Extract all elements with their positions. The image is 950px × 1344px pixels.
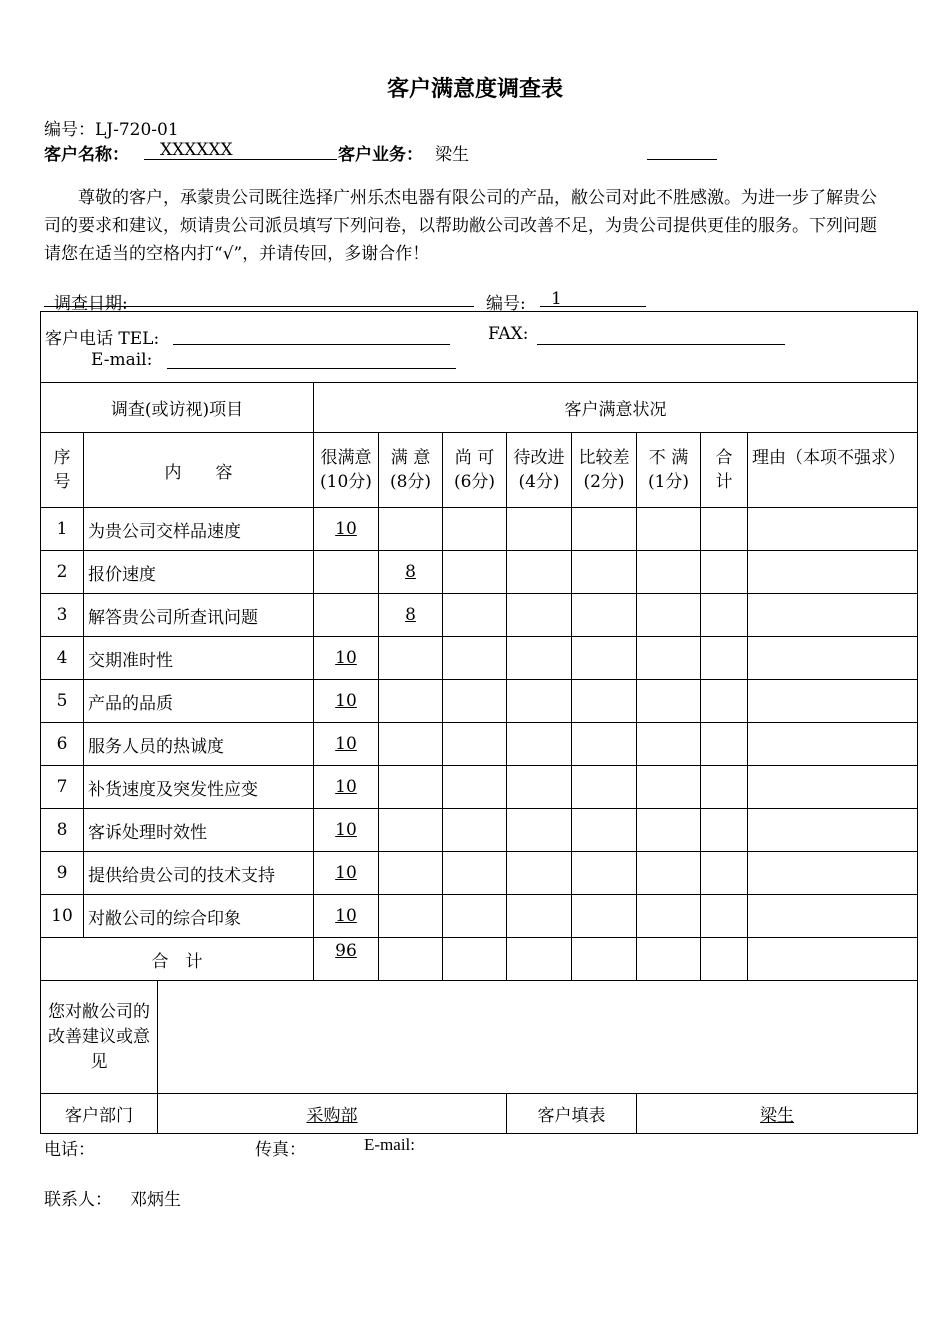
contact-cell [41, 312, 918, 383]
email-label: E-mail: [91, 350, 153, 370]
score-satisfied[interactable] [379, 723, 443, 766]
row-content: 交期准时性 [84, 637, 314, 680]
score-improve[interactable] [507, 766, 572, 809]
score-satisfied[interactable] [379, 508, 443, 551]
reason-header: 理由（本项不强求） [748, 433, 918, 508]
score-poor[interactable] [572, 809, 637, 852]
score-improve[interactable] [507, 809, 572, 852]
score-ok[interactable] [443, 766, 507, 809]
total-unsatisfied[interactable] [637, 938, 701, 981]
intro-paragraph: 尊敬的客户，承蒙贵公司既往选择广州乐杰电器有限公司的产品，敝公司对此不胜感激。为进一步了解贵公司的要求和建议，烦请贵公司派员填写下列问卷，以帮助敝公司改善不足，为贵公司提供更佳的服务。下列问题请您在适当的空格内打“√”，并请传回，多谢合作！ [44, 188, 877, 264]
table-row [41, 508, 918, 551]
score-satisfied[interactable] [379, 809, 443, 852]
score-ok[interactable] [443, 508, 507, 551]
score-ok[interactable] [443, 895, 507, 938]
row-content: 报价速度 [84, 551, 314, 594]
score-satisfied[interactable] [379, 895, 443, 938]
row-seq: 3 [41, 594, 84, 637]
item-header: 调查(或访视)项目 [41, 383, 314, 433]
row-reason[interactable] [748, 766, 918, 809]
customer-name-underline [144, 159, 337, 160]
score-unsatisfied[interactable] [637, 809, 701, 852]
survey-table [40, 311, 918, 1134]
score-unsatisfied[interactable] [637, 637, 701, 680]
row-reason[interactable] [748, 852, 918, 895]
score-unsatisfied[interactable] [637, 895, 701, 938]
score-very-satisfied[interactable]: 10 [314, 895, 379, 938]
row-seq: 7 [41, 766, 84, 809]
score-improve[interactable] [507, 637, 572, 680]
row-content: 补货速度及突发性应变 [84, 766, 314, 809]
row-content: 提供给贵公司的技术支持 [84, 852, 314, 895]
fax-label: FAX: [488, 324, 529, 344]
table-row [41, 680, 918, 723]
row-seq: 2 [41, 551, 84, 594]
total-header: 合计 [701, 433, 748, 508]
score-poor[interactable] [572, 766, 637, 809]
score-improve[interactable] [507, 895, 572, 938]
row-content: 对敝公司的综合印象 [84, 895, 314, 938]
dept-value[interactable]: 采购部 [158, 1094, 507, 1134]
number-value: 1 [551, 289, 562, 309]
column-header-row [41, 433, 918, 508]
filler-label: 客户填表 [507, 1094, 637, 1134]
footer-contact-value: 邓炳生 [130, 1190, 181, 1210]
row-content: 服务人员的热诚度 [84, 723, 314, 766]
score-poor[interactable] [572, 723, 637, 766]
row-seq: 10 [41, 895, 84, 938]
score-very-satisfied[interactable]: 10 [314, 723, 379, 766]
row-total[interactable] [701, 895, 748, 938]
suggestion-field[interactable] [158, 981, 918, 1094]
row-total[interactable] [701, 680, 748, 723]
row-seq: 4 [41, 637, 84, 680]
score-very-satisfied[interactable] [314, 551, 379, 594]
contact-tel-label: 客户电话 TEL: [45, 329, 160, 349]
score-very-satisfied[interactable]: 10 [314, 852, 379, 895]
unsatisfied-header: 不 满 (1分) [637, 433, 701, 508]
total-satisfied[interactable] [379, 938, 443, 981]
row-seq: 8 [41, 809, 84, 852]
row-total[interactable] [701, 594, 748, 637]
score-ok[interactable] [443, 551, 507, 594]
total-improve[interactable] [507, 938, 572, 981]
row-total[interactable] [701, 766, 748, 809]
satisfied-header: 满 意 (8分) [379, 433, 443, 508]
customer-business-value: 梁生 [435, 145, 469, 165]
score-improve[interactable] [507, 723, 572, 766]
table-row [41, 852, 918, 895]
score-unsatisfied[interactable] [637, 766, 701, 809]
row-total[interactable] [701, 508, 748, 551]
suggestion-label: 您对敝公司的改善建议或意见 [41, 981, 158, 1094]
survey-date-field[interactable] [44, 306, 474, 307]
extra-underline [647, 159, 717, 160]
very-satisfied-header: 很满意(10分) [314, 433, 379, 508]
score-unsatisfied[interactable] [637, 594, 701, 637]
number-label: 编号: [486, 294, 526, 314]
score-improve[interactable] [507, 594, 572, 637]
footer-email-label: E-mail: [364, 1135, 415, 1154]
row-reason[interactable] [748, 895, 918, 938]
score-unsatisfied[interactable] [637, 852, 701, 895]
score-satisfied[interactable]: 8 [379, 551, 443, 594]
row-content: 解答贵公司所查讯问题 [84, 594, 314, 637]
score-unsatisfied[interactable] [637, 680, 701, 723]
customer-name-value: XXXXXX [160, 140, 233, 160]
row-content: 产品的品质 [84, 680, 314, 723]
content-header: 内 容 [84, 433, 314, 508]
fax-field[interactable] [537, 344, 785, 345]
customer-business-label: 客户业务： [338, 145, 423, 165]
row-total[interactable] [701, 637, 748, 680]
score-very-satisfied[interactable]: 10 [314, 680, 379, 723]
row-reason[interactable] [748, 809, 918, 852]
poor-header: 比较差 (2分) [572, 433, 637, 508]
row-seq: 9 [41, 852, 84, 895]
row-seq: 1 [41, 508, 84, 551]
customer-name-label: 客户名称： [44, 145, 129, 165]
footer-phone-label: 电话： [44, 1140, 95, 1160]
number-underline [540, 306, 646, 307]
row-reason[interactable] [748, 680, 918, 723]
footer-fax-label: 传真： [255, 1140, 306, 1160]
score-very-satisfied[interactable] [314, 594, 379, 637]
score-ok[interactable] [443, 809, 507, 852]
email-field[interactable] [167, 368, 456, 369]
table-row [41, 766, 918, 809]
score-ok[interactable] [443, 594, 507, 637]
score-improve[interactable] [507, 551, 572, 594]
score-very-satisfied[interactable]: 10 [314, 508, 379, 551]
row-content: 为贵公司交样品速度 [84, 508, 314, 551]
score-satisfied[interactable] [379, 637, 443, 680]
total-poor[interactable] [572, 938, 637, 981]
table-row [41, 895, 918, 938]
status-header: 客户满意状况 [314, 383, 918, 433]
score-ok[interactable] [443, 637, 507, 680]
score-unsatisfied[interactable] [637, 723, 701, 766]
score-poor[interactable] [572, 895, 637, 938]
score-poor[interactable] [572, 680, 637, 723]
row-content: 客诉处理时效性 [84, 809, 314, 852]
score-improve[interactable] [507, 508, 572, 551]
score-poor[interactable] [572, 852, 637, 895]
score-poor[interactable] [572, 594, 637, 637]
total-label: 合 计 [41, 938, 314, 981]
score-very-satisfied[interactable]: 10 [314, 766, 379, 809]
score-improve[interactable] [507, 852, 572, 895]
table-row [41, 723, 918, 766]
row-seq: 6 [41, 723, 84, 766]
improve-header: 待改进 (4分) [507, 433, 572, 508]
contact-row [41, 312, 918, 383]
score-poor[interactable] [572, 508, 637, 551]
score-satisfied[interactable]: 8 [379, 594, 443, 637]
score-unsatisfied[interactable] [637, 508, 701, 551]
table-row [41, 809, 918, 852]
form-code: 编号：LJ-720-01 [44, 120, 179, 140]
signature-row [41, 1094, 918, 1134]
score-ok[interactable] [443, 852, 507, 895]
table-row [41, 594, 918, 637]
row-reason[interactable] [748, 594, 918, 637]
row-total[interactable] [701, 723, 748, 766]
row-reason[interactable] [748, 637, 918, 680]
score-improve[interactable] [507, 680, 572, 723]
dept-label: 客户部门 [41, 1094, 158, 1134]
total-row [41, 938, 918, 981]
row-total[interactable] [701, 809, 748, 852]
row-seq: 5 [41, 680, 84, 723]
score-poor[interactable] [572, 551, 637, 594]
tel-field[interactable] [173, 344, 450, 345]
survey-date-label: 调查日期: [54, 294, 128, 314]
row-total[interactable] [701, 852, 748, 895]
total-total[interactable] [701, 938, 748, 981]
total-value[interactable]: 96 [314, 938, 379, 981]
seq-header: 序号 [41, 433, 84, 508]
page-title: 客户满意度调查表 [386, 77, 563, 102]
ok-header: 尚 可 (6分) [443, 433, 507, 508]
footer-contact-label: 联系人： [44, 1190, 112, 1210]
row-reason[interactable] [748, 551, 918, 594]
row-total[interactable] [701, 551, 748, 594]
row-reason[interactable] [748, 723, 918, 766]
score-very-satisfied[interactable]: 10 [314, 637, 379, 680]
table-row [41, 551, 918, 594]
score-ok[interactable] [443, 680, 507, 723]
total-reason[interactable] [748, 938, 918, 981]
total-ok[interactable] [443, 938, 507, 981]
score-satisfied[interactable] [379, 766, 443, 809]
score-poor[interactable] [572, 637, 637, 680]
filler-value[interactable]: 梁生 [637, 1094, 918, 1134]
table-row [41, 637, 918, 680]
section-header-row [41, 383, 918, 433]
row-reason[interactable] [748, 508, 918, 551]
score-unsatisfied[interactable] [637, 551, 701, 594]
score-satisfied[interactable] [379, 852, 443, 895]
score-satisfied[interactable] [379, 680, 443, 723]
suggestion-row [41, 981, 918, 1094]
score-ok[interactable] [443, 723, 507, 766]
score-very-satisfied[interactable]: 10 [314, 809, 379, 852]
